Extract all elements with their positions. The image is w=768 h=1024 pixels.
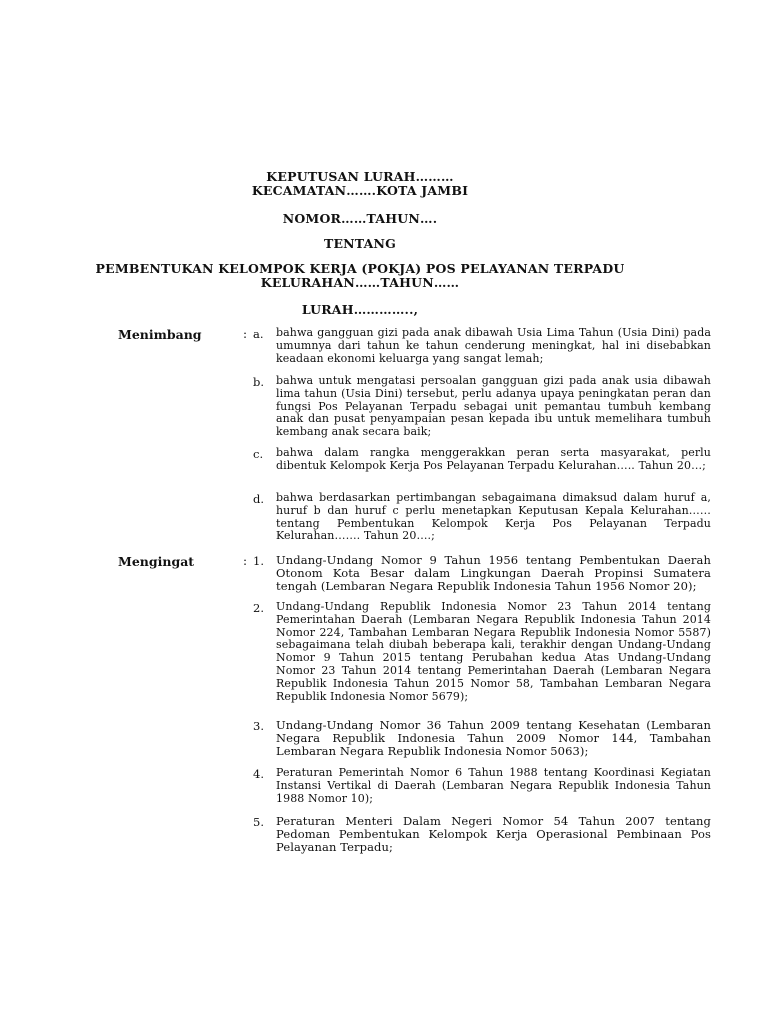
mengingat-item-5: Peraturan Menteri Dalam Negeri Nomor 54 Tahun 2007 tentang Pedoman Pembentukan Kelompok Kerja Operasional Pembinaan Pos Pelayanan Terpadu; xyxy=(276,814,711,855)
mengingat-marker-3: 3. xyxy=(253,719,264,733)
district-line: KECAMATAN…….KOTA JAMBI xyxy=(251,183,469,198)
decree-title: KEPUTUSAN LURAH……… xyxy=(266,169,454,184)
menimbang-marker-c: c. xyxy=(253,447,264,461)
mengingat-item-4: Peraturan Pemerintah Nomor 6 Tahun 1988 tentang Koordinasi Kegiatan Instansi Vertikal di Daerah (Lembaran Negara Republik Indonesia Tahun 1988 Nomor 10); xyxy=(276,766,711,805)
lurah-heading: LURAH………….., xyxy=(301,302,419,317)
decree-number: NOMOR……TAHUN…. xyxy=(282,211,438,226)
mengingat-marker-4: 4. xyxy=(253,767,264,781)
menimbang-colon: : xyxy=(243,327,248,341)
menimbang-item-d: bahwa berdasarkan pertimbangan sebagaimana dimaksud dalam huruf a, huruf b dan huruf c perlu menetapkan Keputusan Kepala Kelurahan…… tentang Pembentukan Kelompok Kerja Pos Pelayanan Terpadu Kelurahan……. Tahun 20….; xyxy=(276,491,711,543)
mengingat-marker-5: 5. xyxy=(253,815,264,829)
menimbang-marker-a: a. xyxy=(253,327,264,341)
about-heading: TENTANG xyxy=(323,236,397,251)
menimbang-marker-b: b. xyxy=(253,375,265,389)
menimbang-item-b: bahwa untuk mengatasi persoalan gangguan gizi pada anak usia dibawah lima tahun (Usia Dini) tersebut, perlu adanya upaya peningkatan peran dan fungsi Pos Pelayanan Terpadu sebagai unit pemantau tumbuh kembang anak dan pusat penyampaian pesan kepada ibu untuk memelihara tumbuh kembang anak secara baik; xyxy=(276,374,711,439)
mengingat-item-1: Undang-Undang Nomor 9 Tahun 1956 tentang Pembentukan Daerah Otonom Kota Besar dalam Lingkungan Daerah Propinsi Sumatera tengah (Lembaran Negara Republik Indonesia Tahun 1956 Nomor 20); xyxy=(276,553,711,594)
menimbang-label: Menimbang xyxy=(118,327,202,342)
menimbang-marker-d: d. xyxy=(253,492,265,506)
menimbang-item-c: bahwa dalam rangka menggerakkan peran serta masyarakat, perlu dibentuk Kelompok Kerja Pos Pelayanan Terpadu Kelurahan….. Tahun 20…; xyxy=(276,446,711,472)
mengingat-marker-2: 2. xyxy=(253,601,264,615)
mengingat-item-3: Undang-Undang Nomor 36 Tahun 2009 tentang Kesehatan (Lembaran Negara Republik Indonesia Tahun 2009 Nomor 144, Tambahan Lembaran Negara Republik Indonesia Nomor 5063); xyxy=(276,718,711,759)
mengingat-colon: : xyxy=(243,554,248,568)
mengingat-label: Mengingat xyxy=(118,554,195,569)
subject-line-2: KELURAHAN……TAHUN…… xyxy=(260,275,460,290)
mengingat-item-2: Undang-Undang Republik Indonesia Nomor 23 Tahun 2014 tentang Pemerintahan Daerah (Lembaran Negara Republik Indonesia Tahun 2014 Nomor 224, Tambahan Lembaran Negara Republik Indonesia Nomor 5587) sebagaimana telah diubah beberapa kali, terakhir dengan Undang-Undang Nomor 9 Tahun 2015 tentang Perubahan kedua Atas Undang-Undang Nomor 23 Tahun 2014 tentang Pemerintahan Daerah (Lembaran Negara Republik Indonesia Tahun 2015 Nomor 58, Tambahan Lembaran Negara Republik Indonesia Nomor 5679); xyxy=(276,600,711,703)
subject-line-1: PEMBENTUKAN KELOMPOK KERJA (POKJA) POS PELAYANAN TERPADU xyxy=(95,261,625,276)
menimbang-item-a: bahwa gangguan gizi pada anak dibawah Usia Lima Tahun (Usia Dini) pada umumnya dari tahun ke tahun cenderung meningkat, hal ini disebabkan keadaan ekonomi keluarga yang sangat lemah; xyxy=(276,326,711,365)
mengingat-marker-1: 1. xyxy=(253,554,264,568)
